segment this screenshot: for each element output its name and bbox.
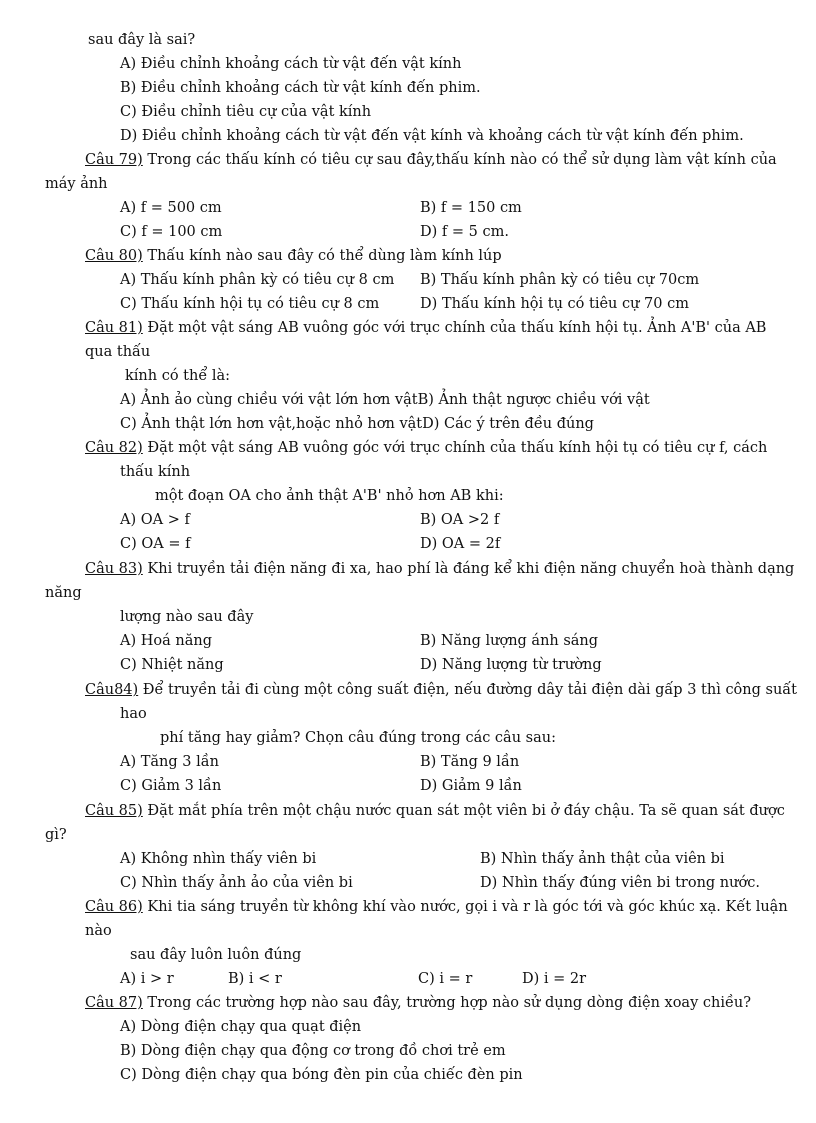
q82-label: Câu 82) <box>85 440 143 456</box>
q81-options-ab: A) Ảnh ảo cùng chiều với vật lớn hơn vậtB) Ảnh thật ngược chiều với vật <box>120 392 650 408</box>
q85-text-cont: gì? <box>45 827 67 843</box>
q86-option-b: B) i < r <box>228 971 282 987</box>
q82-text-cont: thấu kính <box>120 464 191 480</box>
q84-option-b: B) Tăng 9 lần <box>420 754 520 770</box>
q80-label: Câu 80) <box>85 248 143 264</box>
q84-text-cont: hao <box>120 706 147 722</box>
q82-text-cont2: một đoạn OA cho ảnh thật A'B' nhỏ hơn AB khi: <box>155 488 504 504</box>
q83-option-c: C) Nhiệt năng <box>120 657 224 673</box>
q86-option-a: A) i > r <box>120 971 174 987</box>
q83-text-cont: năng <box>45 585 82 601</box>
q79-text: Trong các thấu kính có tiêu cự sau đây,thấu kính nào có thể sử dụng làm vật kính của <box>142 152 777 168</box>
q84-option-c: C) Giảm 3 lần <box>120 778 222 794</box>
q86-option-d: D) i = 2r <box>522 971 587 987</box>
q85-option-c: C) Nhìn thấy ảnh ảo của viên bi <box>120 875 353 891</box>
q83-option-b: B) Năng lượng ánh sáng <box>420 633 599 649</box>
q87-stem <box>85 994 751 1012</box>
q78-option-c: C) Điều chỉnh tiêu cự của vật kính <box>120 104 372 120</box>
q84-option-a: A) Tăng 3 lần <box>120 754 219 770</box>
q82-text: Đặt một vật sáng AB vuông góc với trục chính của thấu kính hội tụ có tiêu cự f, cách <box>142 440 768 456</box>
q84-stem <box>85 681 797 699</box>
q79-option-b: B) f = 150 cm <box>420 200 522 216</box>
q86-text-cont2: sau đây luôn luôn đúng <box>130 947 302 963</box>
q80-stem <box>85 247 502 265</box>
q86-text: Khi tia sáng truyền từ không khí vào nước, gọi i và r là góc tới và góc khúc xạ. Kết luận <box>142 899 788 915</box>
q85-option-d: D) Nhìn thấy đúng viên bi trong nước. <box>480 875 760 891</box>
q82-option-d: D) OA = 2f <box>420 536 501 552</box>
q85-text: Đặt mắt phía trên một chậu nước quan sát một viên bi ở đáy chậu. Ta sẽ quan sát được <box>142 803 785 819</box>
q79-option-a: A) f = 500 cm <box>120 200 222 216</box>
q81-label: Câu 81) <box>85 320 143 336</box>
q84-label: Câu84) <box>85 682 139 698</box>
q78-option-a: A) Điều chỉnh khoảng cách từ vật đến vật kính <box>120 56 462 72</box>
q79-stem <box>85 151 777 169</box>
q81-text-cont2: kính có thể là: <box>125 368 231 384</box>
q83-text-cont2: lượng nào sau đây <box>120 609 254 625</box>
q81-stem <box>85 319 766 337</box>
q80-option-d: D) Thấu kính hội tụ có tiêu cự 70 cm <box>420 296 689 312</box>
q85-option-b: B) Nhìn thấy ảnh thật của viên bi <box>480 851 725 867</box>
q83-option-d: D) Năng lượng từ trường <box>420 657 602 673</box>
q79-option-c: C) f = 100 cm <box>120 224 223 240</box>
q84-text: Để truyền tải đi cùng một công suất điện, nếu đường dây tải điện dài gấp 3 thì công suất <box>138 682 798 698</box>
q82-stem <box>85 439 767 457</box>
q87-label: Câu 87) <box>85 995 143 1011</box>
q78-option-d: D) Điều chỉnh khoảng cách từ vật đến vật kính và khoảng cách từ vật kính đến phim. <box>120 128 744 144</box>
q79-label: Câu 79) <box>85 152 143 168</box>
q81-options-cd: C) Ảnh thật lớn hơn vật,hoặc nhỏ hơn vậtD) Các ý trên đều đúng <box>120 416 594 432</box>
q81-text-cont: qua thấu <box>85 344 151 360</box>
q84-option-d: D) Giảm 9 lần <box>420 778 522 794</box>
q83-text: Khi truyền tải điện năng đi xa, hao phí là đáng kể khi điện năng chuyển hoà thành dạng <box>142 561 795 577</box>
q80-option-b: B) Thấu kính phân kỳ có tiêu cự 70cm <box>420 272 700 288</box>
q82-option-b: B) OA >2 f <box>420 512 500 528</box>
q81-text: Đặt một vật sáng AB vuông góc với trục chính của thấu kính hội tụ. Ảnh A'B' của AB <box>142 320 767 336</box>
q85-label: Câu 85) <box>85 803 143 819</box>
q80-option-c: C) Thấu kính hội tụ có tiêu cự 8 cm <box>120 296 380 312</box>
q83-label: Câu 83) <box>85 561 143 577</box>
q85-option-a: A) Không nhìn thấy viên bi <box>120 851 317 867</box>
q85-stem <box>85 802 785 820</box>
q84-text-cont2: phí tăng hay giảm? Chọn câu đúng trong các câu sau: <box>160 730 556 746</box>
q80-text: Thấu kính nào sau đây có thể dùng làm kính lúp <box>142 248 502 264</box>
q87-text: Trong các trường hợp nào sau đây, trường hợp nào sử dụng dòng điện xoay chiều? <box>142 995 751 1011</box>
q83-stem <box>85 560 794 578</box>
q86-label: Câu 86) <box>85 899 143 915</box>
q80-option-a: A) Thấu kính phân kỳ có tiêu cự 8 cm <box>120 272 395 288</box>
q87-option-a: A) Dòng điện chạy qua quạt điện <box>120 1019 362 1035</box>
q87-option-c: C) Dòng điện chạy qua bóng đèn pin của chiếc đèn pin <box>120 1067 523 1083</box>
q86-option-c: C) i = r <box>418 971 473 987</box>
q82-option-a: A) OA > f <box>120 512 190 528</box>
q79-option-d: D) f = 5 cm. <box>420 224 509 240</box>
q79-text-cont: máy ảnh <box>45 176 108 192</box>
q82-option-c: C) OA = f <box>120 536 191 552</box>
q87-option-b: B) Dòng điện chạy qua động cơ trong đồ chơi trẻ em <box>120 1043 506 1059</box>
q86-stem <box>85 898 788 916</box>
q83-option-a: A) Hoá năng <box>120 633 212 649</box>
q86-text-cont: nào <box>85 923 112 939</box>
q78-text: sau đây là sai? <box>88 32 196 48</box>
q78-option-b: B) Điều chỉnh khoảng cách từ vật kính đến phim. <box>120 80 481 96</box>
